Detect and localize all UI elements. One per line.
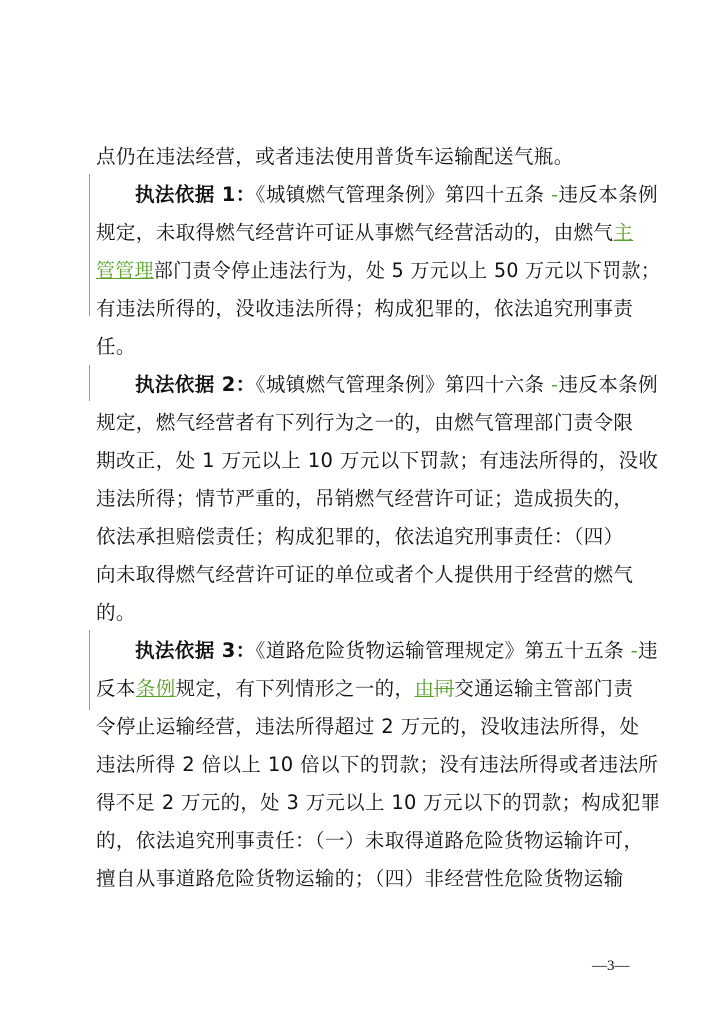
paragraph-line [96,715,639,739]
paragraph-line [96,563,633,587]
body-text: 的。 [96,601,136,624]
paragraph-line [96,411,633,435]
body-text: 点仍在违法经营，或者违法使用普货车运输配送气瓶。 [96,145,574,168]
body-text: 《城镇燃气管理条例》第四十五条 [255,183,545,206]
revision-mark: - [544,183,559,206]
revision-insertion: 由 [414,677,435,700]
body-text: 违 [638,639,658,662]
paragraph-line [96,259,660,283]
paragraph-line [135,183,658,207]
paragraph-line [96,677,633,701]
body-text: 擅自从事道路危险货物运输的；（四）非经营性危险货物运输 [96,867,624,890]
change-bar [89,365,90,401]
body-text: 反本 [96,677,136,700]
page-number: —3— [592,958,630,974]
paragraph-line [96,449,658,473]
revision-insertion: 条例 [135,677,176,700]
paragraph-line [96,487,633,511]
body-text: 《城镇燃气管理条例》第四十六条 [255,373,545,396]
paragraph-line [96,867,624,891]
revision-deletion: 同 [434,677,455,700]
paragraph-line [135,639,658,663]
basis-label: 执法依据 1： [135,183,256,206]
paragraph-line [96,829,643,853]
body-text: 有违法所得的，没收违法所得；构成犯罪的，依法追究刑事责 [96,297,634,320]
paragraph-line [96,145,574,169]
body-text: 依法承担赔偿责任；构成犯罪的，依法追究刑事责任：（四） [96,525,624,548]
body-text: 规定，未取得燃气经营许可证从事燃气经营活动的，由燃气 [96,221,614,244]
basis-label: 执法依据 2： [135,373,256,396]
body-text: 违法所得 2 倍以上 10 倍以下的罚款；没有违法所得或者违法所 [96,753,659,776]
change-bar [89,174,90,316]
body-text: 规定，有下列情形之一的， [175,677,415,700]
paragraph-line [96,753,658,777]
paragraph-line [96,335,136,359]
paragraph-line [96,601,136,625]
body-text: 违反本条例 [558,373,658,396]
paragraph-line [96,221,633,245]
body-text: 得不足 2 万元的，处 3 万元以上 10 万元以下的罚款；构成犯罪 [96,791,661,814]
body-text: 违法所得；情节严重的，吊销燃气经营许可证；造成损失的， [96,487,634,510]
body-text: 令停止运输经营，违法所得超过 2 万元的，没收违法所得，处 [96,715,640,738]
revision-mark: - [544,373,559,396]
body-text: 交通运输主管部门责 [454,677,634,700]
revision-insertion: 主 [613,221,634,244]
paragraph-line [135,373,658,397]
basis-label: 执法依据 3： [135,639,256,662]
body-text: 部门责令停止违法行为，处 5 万元以上 50 万元以下罚款； [153,259,661,282]
body-text: 违反本条例 [558,183,658,206]
change-bar [89,630,90,710]
paragraph-line [96,297,633,321]
body-text: 向未取得燃气经营许可证的单位或者个人提供用于经营的燃气 [96,563,634,586]
body-text: 期改正，处 1 万元以上 10 万元以下罚款；有违法所得的，没收 [96,449,659,472]
body-text: 规定，燃气经营者有下列行为之一的，由燃气管理部门责令限 [96,411,634,434]
body-text: 《道路危险货物运输管理规定》第五十五条 [255,639,625,662]
revision-mark: - [624,639,639,662]
revision-insertion: 管管理 [96,259,154,282]
body-text: 任。 [96,335,136,358]
body-text: 的，依法追究刑事责任：（一）未取得道路危险货物运输许可， [96,829,644,852]
paragraph-line [96,525,624,549]
paragraph-line [96,791,660,815]
